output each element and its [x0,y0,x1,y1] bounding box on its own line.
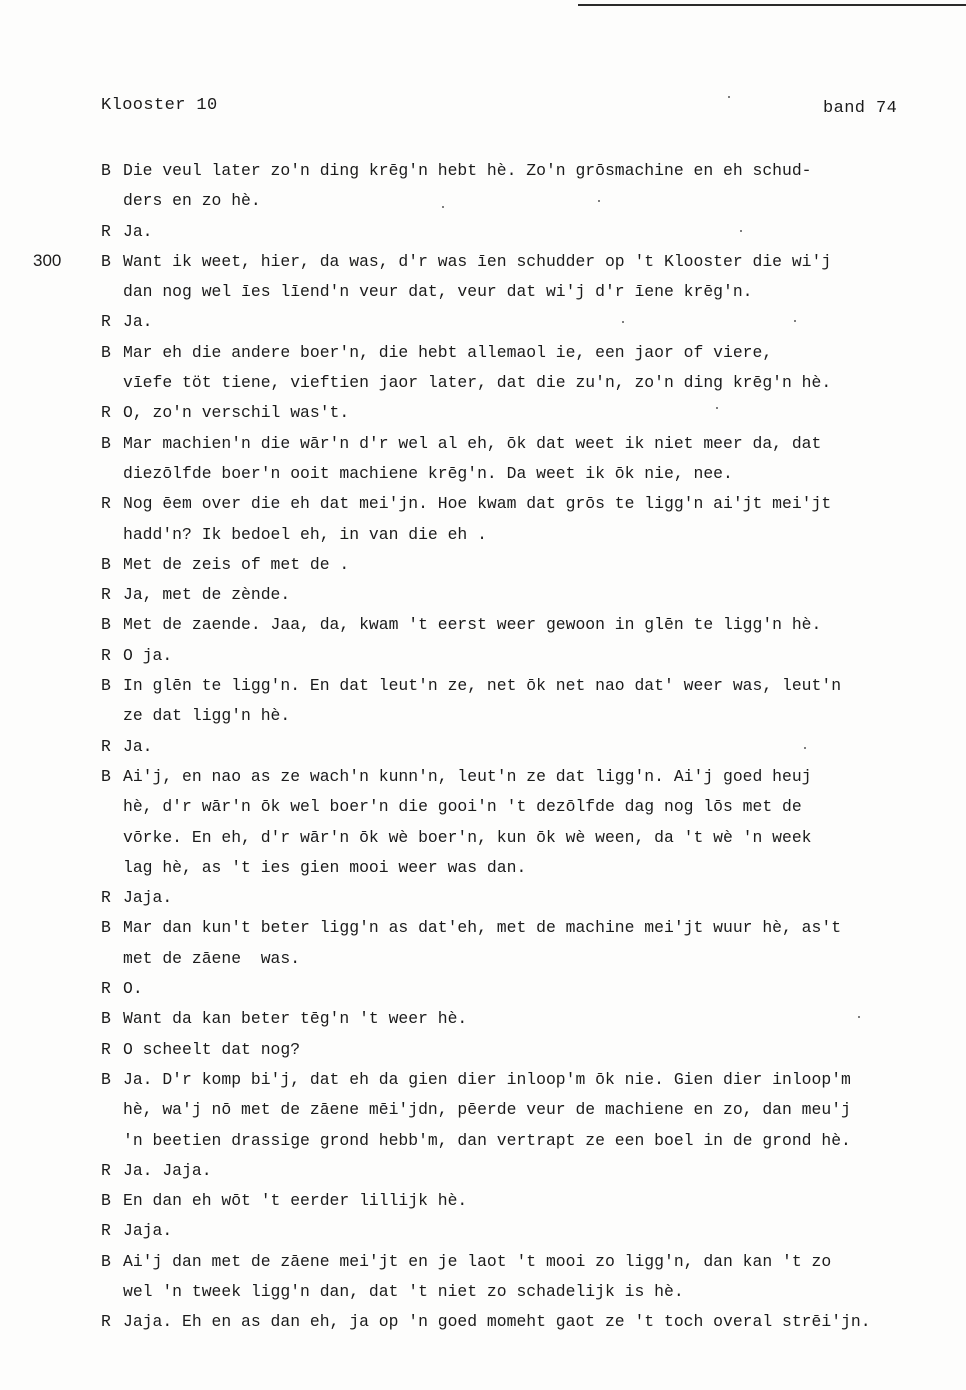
utterance-line: Ai'j dan met de zāene mei'jt en je laot 't mooi zo ligg'n, dan kan 't zo [123,1251,832,1271]
turn [101,1156,961,1186]
utterance-line: hè, wa'j nō met de zāene mēi'jdn, pēerde veur de machiene en zo, dan meu'j [123,1100,851,1120]
speaker-label: B [101,342,111,362]
speaker-label: B [101,766,111,786]
utterance-line: Mar dan kun't beter ligg'n as dat'eh, met de machine mei'jt wuur hè, as't [123,918,842,938]
turn [101,913,961,974]
turn [101,641,961,671]
utterance-line: vōrke. En eh, d'r wār'n ōk wè boer'n, kun ōk wè ween, da 't wè 'n week [123,827,812,847]
utterance-line: ze dat ligg'n hè. [123,706,291,726]
speaker-label: R [101,494,111,514]
speaker-label: B [101,1069,111,1089]
turn [101,489,961,550]
utterance-line: Ja. D'r komp bi'j, dat eh da gien dier inloop'm ōk nie. Gien dier inloop'm [123,1069,851,1089]
speaker-label: B [101,676,111,696]
utterance-line: diezōlfde boer'n ooit machiene krēg'n. Da weet ik ōk nie, nee. [123,463,733,483]
utterance-line: wel 'n tweek ligg'n dan, dat 't niet zo schadelijk is hè. [123,1281,684,1301]
turn [101,247,961,308]
turn [101,1035,961,1065]
top-edge-rule [578,4,966,6]
speaker-label: R [101,403,111,423]
turn [101,429,961,490]
turn [101,974,961,1004]
turn [101,338,961,399]
utterance-line: Jaja. [123,888,173,908]
speaker-label: R [101,1039,111,1059]
speaker-label: B [101,1009,111,1029]
turn [101,883,961,913]
turn [101,550,961,580]
utterance-line: hè, d'r wār'n ōk wel boer'n die gooi'n 't dezōlfde dag nog lōs met de [123,797,802,817]
margin-line-number: 300 [33,251,62,270]
scan-speck [804,747,806,749]
turn [101,1065,961,1156]
turn [101,1247,961,1308]
utterance-line: O scheelt dat nog? [123,1039,301,1059]
utterance-line: dan nog wel īes līend'n veur dat, veur dat wi'j d'r īene krēg'n. [123,282,753,302]
utterance-line: Want da kan beter tēg'n 't weer hè. [123,1009,468,1029]
turn [101,732,961,762]
transcript-body [101,156,961,1338]
utterance-line: O. [123,979,143,999]
utterance-line: lag hè, as 't ies gien mooi weer was dan. [123,857,527,877]
speaker-label: R [101,979,111,999]
utterance-line: En dan eh wōt 't eerder lillijk hè. [123,1191,468,1211]
utterance-line: Ja. Jaja. [123,1160,212,1180]
scan-speck [740,230,742,232]
utterance-line: 'n beetien drassige grond hebb'm, dan vertrapt ze een boel in de grond hè. [123,1130,851,1150]
scan-speck [858,1016,860,1018]
turn [101,1004,961,1034]
speaker-label: B [101,251,111,271]
utterance-line: hadd'n? Ik bedoel eh, in van die eh . [123,524,487,544]
utterance-line: met de zāene was. [123,948,301,968]
speaker-label: R [101,585,111,605]
turn [101,217,961,247]
speaker-label: B [101,615,111,635]
speaker-label: B [101,1251,111,1271]
utterance-line: Met de zeis of met de . [123,554,350,574]
utterance-line: In glēn te ligg'n. En dat leut'n ze, net ōk net nao dat' weer was, leut'n [123,676,842,696]
turn [101,580,961,610]
utterance-line: Nog ēem over die eh dat mei'jn. Hoe kwam dat grōs te ligg'n ai'jt mei'jt [123,494,832,514]
turn [101,307,961,337]
speaker-label: B [101,433,111,453]
speaker-label: R [101,221,111,241]
utterance-line: Mar machien'n die wār'n d'r wel al eh, ōk dat weet ik niet meer da, dat [123,433,822,453]
speaker-label: B [101,161,111,180]
turn [101,1216,961,1246]
turn [101,1186,961,1216]
speaker-label: B [101,918,111,938]
speaker-label: R [101,1221,111,1241]
turn [101,156,961,217]
turn [101,398,961,428]
utterance-line: Die veul later zo'n ding krēg'n hebt hè. Zo'n grōsmachine en eh schud- [123,161,812,180]
speaker-label: R [101,645,111,665]
utterance-line: Want ik weet, hier, da was, d'r was īen schudder op 't Klooster die wi'j [123,251,832,271]
speaker-label: B [101,1191,111,1211]
scan-speck [716,407,718,409]
utterance-line: O, zo'n verschil was't. [123,403,350,423]
scan-speck [728,96,730,98]
turn [101,1307,961,1337]
utterance-line: Met de zaende. Jaa, da, kwam 't eerst weer gewoon in glēn te ligg'n hè. [123,615,822,635]
utterance-line: Ja. [123,221,153,241]
speaker-label: R [101,736,111,756]
utterance-line: Ja, met de zènde. [123,585,291,605]
utterance-line: Mar eh die andere boer'n, die hebt allemaol ie, een jaor of viere, [123,342,773,362]
utterance-line: ders en zo hè. [123,191,261,211]
scan-speck [442,206,444,208]
header-band-number: band 74 [823,99,898,118]
speaker-label: R [101,888,111,908]
speaker-label: R [101,312,111,332]
turn [101,610,961,640]
scan-speck [622,321,624,323]
header-title: Klooster 10 [101,96,218,115]
utterance-line: vīefe töt tiene, vieftien jaor later, dat die zu'n, zo'n ding krēg'n hè. [123,373,832,393]
utterance-line: Ja. [123,312,153,332]
speaker-label: R [101,1160,111,1180]
scan-speck [794,320,796,322]
scan-speck [598,200,600,202]
utterance-line: Jaja. Eh en as dan eh, ja op 'n goed momeht gaot ze 't toch overal strēi'jn. [123,1312,871,1332]
speaker-label: B [101,554,111,574]
speaker-label: R [101,1312,111,1332]
utterance-line: O ja. [123,645,173,665]
turn [101,671,961,732]
utterance-line: Ja. [123,736,153,756]
utterance-line: Jaja. [123,1221,173,1241]
turn [101,762,961,883]
utterance-line: Ai'j, en nao as ze wach'n kunn'n, leut'n ze dat ligg'n. Ai'j goed heuj [123,766,812,786]
